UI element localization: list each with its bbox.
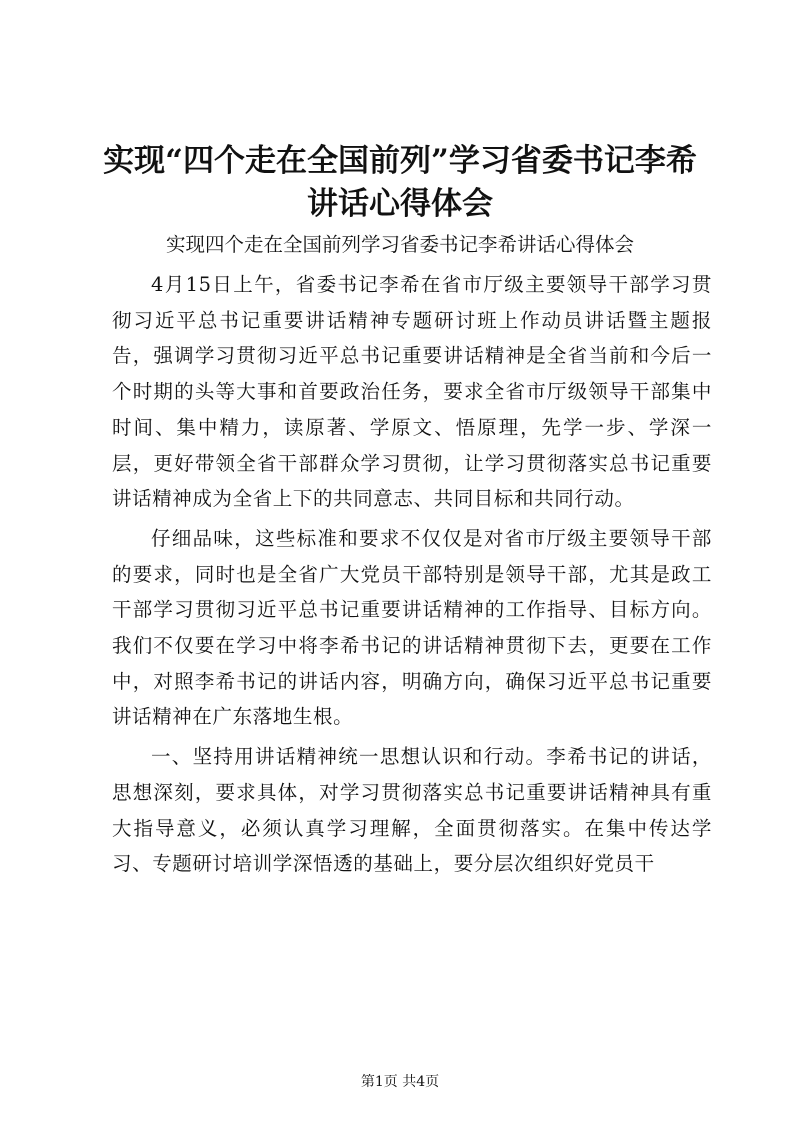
page-number-footer: 第1页 共4页: [360, 1074, 440, 1090]
paragraph: 仔细品味，这些标准和要求不仅仅是对省市厅级主要领导干部的要求，同时也是全省广大党员干部特别是领导干部，尤其是政工干部学习贯彻习近平总书记重要讲话精神的工作指导、目标方向。我们不仅要在学习中将李希书记的讲话精神贯彻下去，更要在工作中，对照李希书记的讲话内容，明确方向，确保习近平总书记重要讲话精神在广东落地生根。: [112, 526, 712, 729]
document-subtitle: 实现四个走在全国前列学习省委书记李希讲话心得体会: [165, 233, 634, 256]
document-body: [112, 267, 712, 886]
paragraph: 4月15日上午，省委书记李希在省市厅级主要领导干部学习贯彻习近平总书记重要讲话精神专题研讨班上作动员讲话暨主题报告，强调学习贯彻习近平总书记重要讲话精神是全省当前和今后一个时期的头等大事和首要政治任务，要求全省市厅级领导干部集中时间、集中精力，读原著、学原文、悟原理，先学一步、学深一层，更好带领全省干部群众学习贯彻，让学习贯彻落实总书记重要讲话精神成为全省上下的共同意志、共同目标和共同行动。: [112, 273, 712, 511]
document-title-line2: 讲话心得体会: [307, 186, 493, 222]
document-title-line1: 实现“四个走在全国前列”学习省委书记李希: [103, 143, 697, 179]
paragraph: 一、坚持用讲话精神统一思想认识和行动。李希书记的讲话，思想深刻，要求具体，对学习贯彻落实总书记重要讲话精神具有重大指导意义，必须认真学习理解，全面贯彻落实。在集中传达学习、专题研讨培训学深悟透的基础上，要分层次组织好党员干: [112, 745, 712, 876]
